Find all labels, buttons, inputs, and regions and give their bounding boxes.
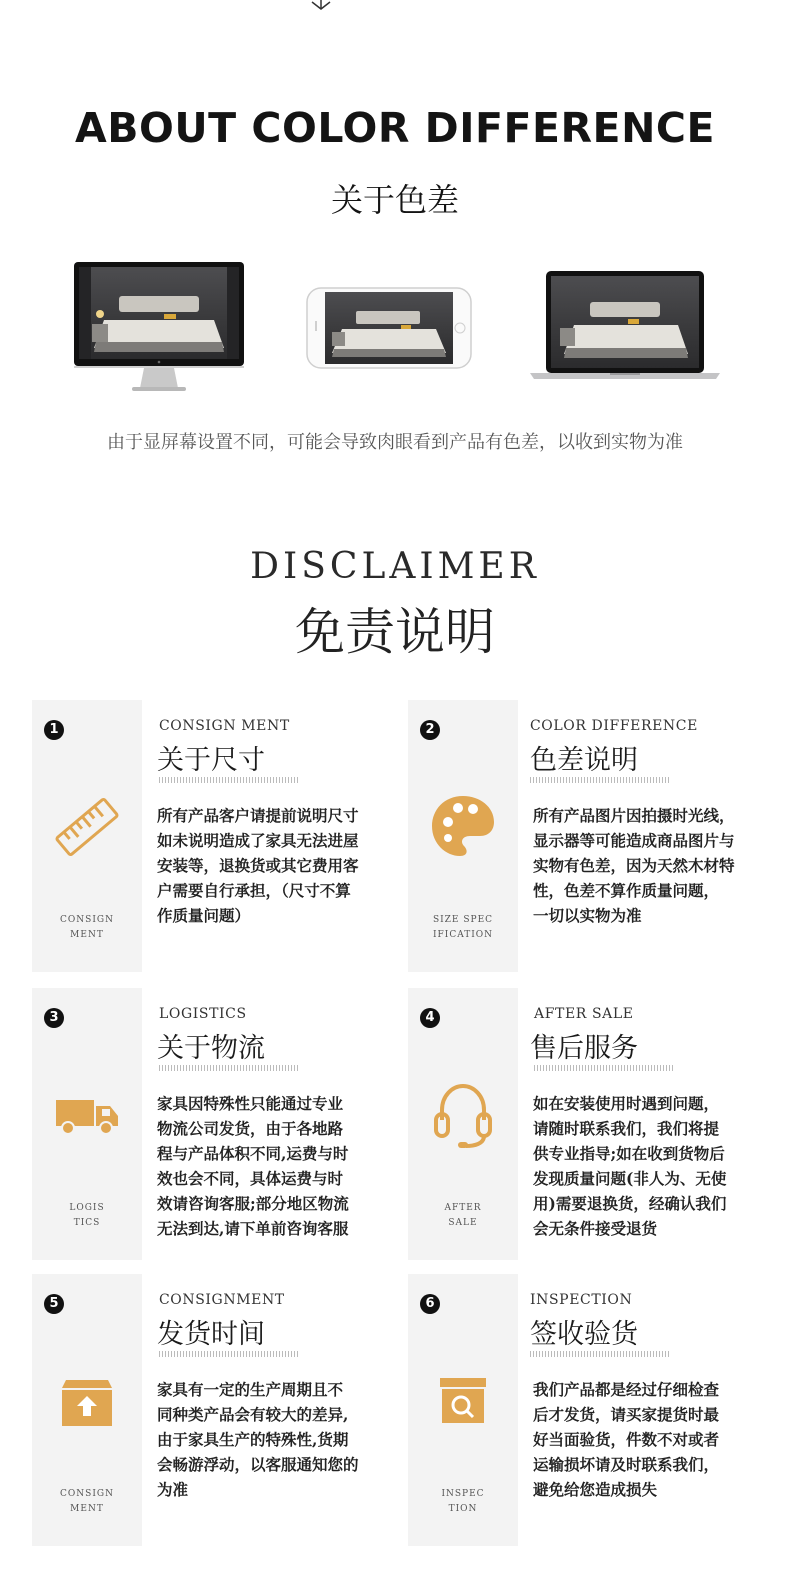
card-side-label: SIZE SPEC IFICATION: [432, 915, 494, 940]
card-divider: [159, 1351, 299, 1357]
card-number: 5: [44, 1294, 64, 1314]
card-side-label: CONSIGN MENT: [60, 915, 114, 940]
palette-icon: [428, 792, 498, 862]
card-title-en: CONSIGN MENT: [159, 718, 290, 734]
disclaimer-card-inspection: [408, 1274, 758, 1546]
card-side-label: AFTER SALE: [444, 1203, 482, 1228]
card-divider: [530, 777, 670, 783]
disclaimer-card-size: [32, 700, 382, 972]
card-title-en: CONSIGNMENT: [159, 1292, 285, 1308]
card-body: 如在安装使用时遇到问题， 请随时联系我们，我们将提 供专业指导;如在收到货物后 发现质量问题(非人为、无使 用)需要退换货，经确认我们 会无条件接受退货: [533, 1094, 727, 1238]
card-body: 所有产品图片因拍摄时光线， 显示器等可能造成商品图片与 实物有色差，因为天然木材特 性，色差不算作质量问题， 一切以实物为准: [533, 806, 735, 925]
card-side-label: CONSIGN MENT: [60, 1489, 114, 1514]
disclaimer-card-after-sale: [408, 988, 758, 1260]
color-difference-caption: 由于显屏幕设置不同，可能会导致肉眼看到产品有色差，以收到实物为准: [107, 432, 683, 453]
box-inspect-icon: [428, 1366, 498, 1436]
card-divider: [530, 1351, 670, 1357]
disclaimer-title-cn: 免责说明: [295, 603, 495, 661]
card-title-cn: 发货时间: [157, 1319, 265, 1350]
box-upload-icon: [52, 1366, 122, 1436]
card-number: 6: [420, 1294, 440, 1314]
card-title-cn: 关于物流: [157, 1033, 265, 1064]
card-body: 所有产品客户请提前说明尺寸 如未说明造成了家具无法进屋 安装等，退换货或其它费用客 户需要自行承担，（尺寸不算 作质量问题）: [157, 806, 359, 925]
ruler-icon: [52, 792, 122, 862]
card-divider: [159, 1065, 299, 1071]
card-divider: [534, 1065, 674, 1071]
decorative-top-icon: [309, 0, 333, 12]
headset-icon: [428, 1080, 498, 1150]
card-body: 家具因特殊性只能通过专业 物流公司发货，由于各地路 程与产品体积不同,运费与时 效也会不同，具体运费与时 效请咨询客服;部分地区物流 无法到达,请下单前咨询客服: [157, 1094, 349, 1238]
card-title-cn: 色差说明: [530, 745, 638, 776]
card-number: 2: [420, 720, 440, 740]
card-title-en: AFTER SALE: [534, 1006, 634, 1022]
card-title-cn: 关于尺寸: [157, 745, 265, 776]
disclaimer-card-consignment: [32, 1274, 382, 1546]
desktop-monitor-image: [74, 262, 246, 394]
card-side-label: INSPEC TION: [441, 1489, 485, 1514]
laptop-image: [530, 270, 720, 382]
smartphone-image: [306, 287, 472, 369]
card-title-en: COLOR DIFFERENCE: [530, 718, 698, 734]
card-divider: [159, 777, 299, 783]
card-number: 1: [44, 720, 64, 740]
card-number: 4: [420, 1008, 440, 1028]
card-side-label: LOGIS TICS: [69, 1203, 105, 1228]
about-color-title-cn: 关于色差: [330, 181, 459, 219]
card-title-en: INSPECTION: [530, 1292, 633, 1308]
card-number: 3: [44, 1008, 64, 1028]
truck-icon: [52, 1080, 122, 1150]
card-title-en: LOGISTICS: [159, 1006, 247, 1022]
card-title-cn: 签收验货: [530, 1319, 638, 1350]
card-body: 我们产品都是经过仔细检查 后才发货，请买家提货时最 好当面验货，件数不对或者 运输损坏请及时联系我们， 避免给您造成损失: [533, 1380, 720, 1499]
disclaimer-title-en: DISCLAIMER: [250, 546, 540, 587]
about-color-title-en: ABOUT COLOR DIFFERENCE: [75, 104, 715, 152]
disclaimer-card-logistics: [32, 988, 382, 1260]
card-body: 家具有一定的生产周期且不 同种类产品会有较大的差异, 由于家具生产的特殊性,货期 会畅游浮动，以客服通知您的 为准: [157, 1380, 359, 1499]
card-title-cn: 售后服务: [530, 1033, 638, 1064]
disclaimer-card-color: [408, 700, 758, 972]
